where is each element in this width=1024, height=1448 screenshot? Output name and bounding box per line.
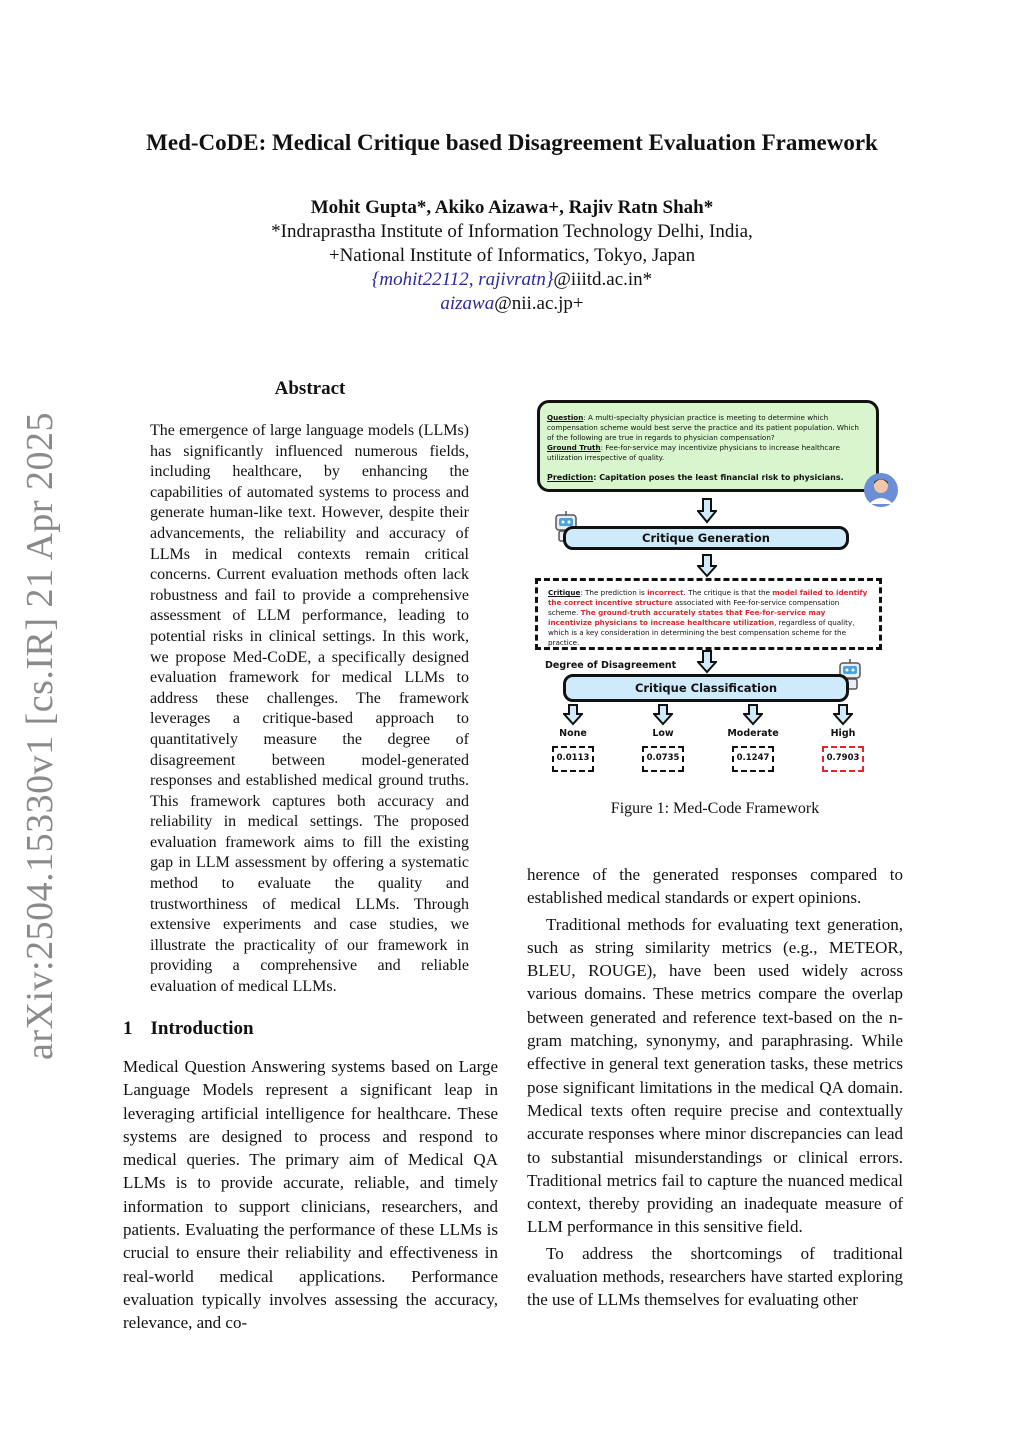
physician-avatar-icon: [863, 472, 899, 508]
intro-paragraph-4: To address the shortcomings of traditional evaluation methods, researchers have started exploring the use of LLMs themselves for evaluating other: [527, 1243, 903, 1310]
level-moderate-label: Moderate: [727, 728, 779, 739]
level-low-label: Low: [652, 728, 674, 739]
level-moderate-value: 0.1247: [732, 746, 774, 772]
email-2-domain: @nii.ac.jp+: [494, 293, 584, 314]
intro-right-column: [527, 863, 903, 1315]
prediction-text: : Capitation poses the least financial risk to physicians.: [593, 473, 844, 482]
intro-paragraph-3: Traditional methods for evaluating text generation, such as string similarity metrics (e.g., METEOR, BLEU, ROUGE), have been used widely across various domains. These metrics compare the overlap between generated and reference text-based on the n-gram matching, synonymy, and paraphrasing. While effective in general text generation tasks, these metrics pose significant limitations in the medical QA domain. Medical texts often require precise and contextually accurate responses where minor discrepancies can lead to substantial misunderstandings or clinical errors. Traditional metrics fail to capture the nuanced medical context, thereby providing an inadequate measure of LLM performance in this sensitive field.: [527, 914, 903, 1237]
email-2-user[interactable]: aizawa: [440, 293, 495, 314]
question-line: [547, 413, 868, 443]
down-arrow-icon: [833, 704, 853, 726]
critique-red-2: model failed to identify the correct incentive structure: [548, 588, 868, 607]
critique-label: Critique: [548, 588, 581, 597]
critique-classification-box: Critique Classification: [563, 674, 849, 702]
degree-of-disagreement-label: Degree of Disagreement: [545, 660, 677, 671]
abstract-heading: Abstract: [274, 378, 346, 399]
email-line-1: [0, 268, 1024, 292]
section-number: 1: [123, 1018, 133, 1039]
ground-truth-text: : Fee-for-service may incentivize physicians to increase healthcare utilization irrespective of quality.: [547, 443, 840, 462]
down-arrow-icon: [697, 554, 717, 578]
ground-truth-label: Ground Truth: [547, 443, 601, 452]
email-line-2: [0, 292, 1024, 316]
level-low-value: 0.0735: [642, 746, 684, 772]
critique-red-1: incorrect: [647, 588, 684, 597]
author-block: [0, 196, 1024, 316]
email-1-domain: @iiitd.ac.in*: [553, 269, 653, 290]
figure-med-code-framework: [527, 398, 903, 788]
paper-title: Med-CoDE: Medical Critique based Disagreement Evaluation Framework: [146, 130, 878, 155]
affiliation-2: +National Institute of Informatics, Tokyo, Japan: [328, 245, 696, 266]
prediction-line: [547, 473, 868, 483]
down-arrow-icon: [743, 704, 763, 726]
intro-left-column: [123, 1055, 498, 1335]
critique-red-3: The ground-truth accurately states that Fee-for-service may incentivize physicians to increase healthcare utilization: [548, 608, 826, 627]
critique-text-3: associated with Fee-for-service compensation scheme.: [548, 598, 840, 617]
affiliation-1: *Indraprastha Institute of Information Technology Delhi, India,: [271, 221, 753, 242]
critique-text-4: , regardless of quality, which is a key consideration in determining the best compensation scheme for the practice.: [548, 618, 855, 647]
prediction-label: Prediction: [547, 473, 594, 482]
down-arrow-icon: [697, 650, 717, 674]
level-high-label: High: [830, 728, 856, 739]
section-title: Introduction: [150, 1018, 254, 1039]
level-high-value: 0.7903: [822, 746, 864, 772]
level-none-label: None: [559, 728, 587, 739]
critique-text-1: : The prediction is: [580, 588, 648, 597]
author-names: Mohit Gupta*, Akiko Aizawa+, Rajiv Ratn Shah*: [310, 197, 714, 218]
arxiv-stamp: arXiv:2504.15330v1 [cs.IR] 21 Apr 2025: [19, 411, 61, 1060]
critique-generation-box: Critique Generation: [563, 526, 849, 550]
ground-truth-line: [547, 443, 868, 463]
figure-caption: Figure 1: Med-Code Framework: [610, 800, 820, 817]
down-arrow-icon: [653, 704, 673, 726]
level-none-value: 0.0113: [552, 746, 594, 772]
question-label: Question: [547, 413, 584, 422]
down-arrow-icon: [697, 498, 717, 524]
section-heading-introduction: [123, 1018, 254, 1040]
question-text: : A multi-specialty physician practice is meeting to determine which compensation scheme would best serve the practice and its patient population. Which of the following are true in regards to physician compensation?: [547, 413, 859, 442]
down-arrow-icon: [563, 704, 583, 726]
abstract-text: The emergence of large language models (LLMs) has significantly influenced numerous fields, including healthcare, by enhancing the capabilities of automated systems to process and generate human-like text. However, despite their advancements, the reliability and accuracy of LLMs in medical contexts remain critical concerns. Current evaluation methods often lack robustness and fail to provide a comprehensive assessment of LLM performance, leading to potential risks in clinical settings. In this work, we propose Med-CoDE, a specifically designed evaluation framework for medical LLMs to address these challenges. The framework leverages a critique-based approach to quantitatively measure the degree of disagreement between model-generated responses and established medical ground truths. This framework captures both accuracy and reliability in medical settings. The proposed evaluation framework aims to fill the existing gap in LLM assessment by offering a systematic method to evaluate the quality and trustworthiness of medical LLMs. Through extensive experiments and case studies, we illustrate the practicality of our framework in providing a comprehensive and reliable evaluation of medical LLMs.: [150, 422, 469, 996]
critique-text-2: . The critique is that the: [683, 588, 773, 597]
email-1-users[interactable]: {mohit22112, rajivratn}: [371, 269, 554, 290]
intro-paragraph-1: Medical Question Answering systems based on Large Language Models represent a significant leap in leveraging artificial intelligence for healthcare. These systems are designed to process and respond to medical queries. The primary aim of Medical QA LLMs is to provide accurate, reliable, and timely information to support clinicians, researchers, and patients. Evaluating the performance of these LLMs is crucial to ensure their reliability and effectiveness in real-world medical applications. Performance evaluation typically involves assessing the accuracy, relevance, and co-: [123, 1057, 498, 1333]
question-box: [537, 400, 879, 492]
intro-paragraph-2: herence of the generated responses compared to established medical standards or expert opinions.: [527, 865, 903, 908]
critique-box: [535, 578, 882, 650]
